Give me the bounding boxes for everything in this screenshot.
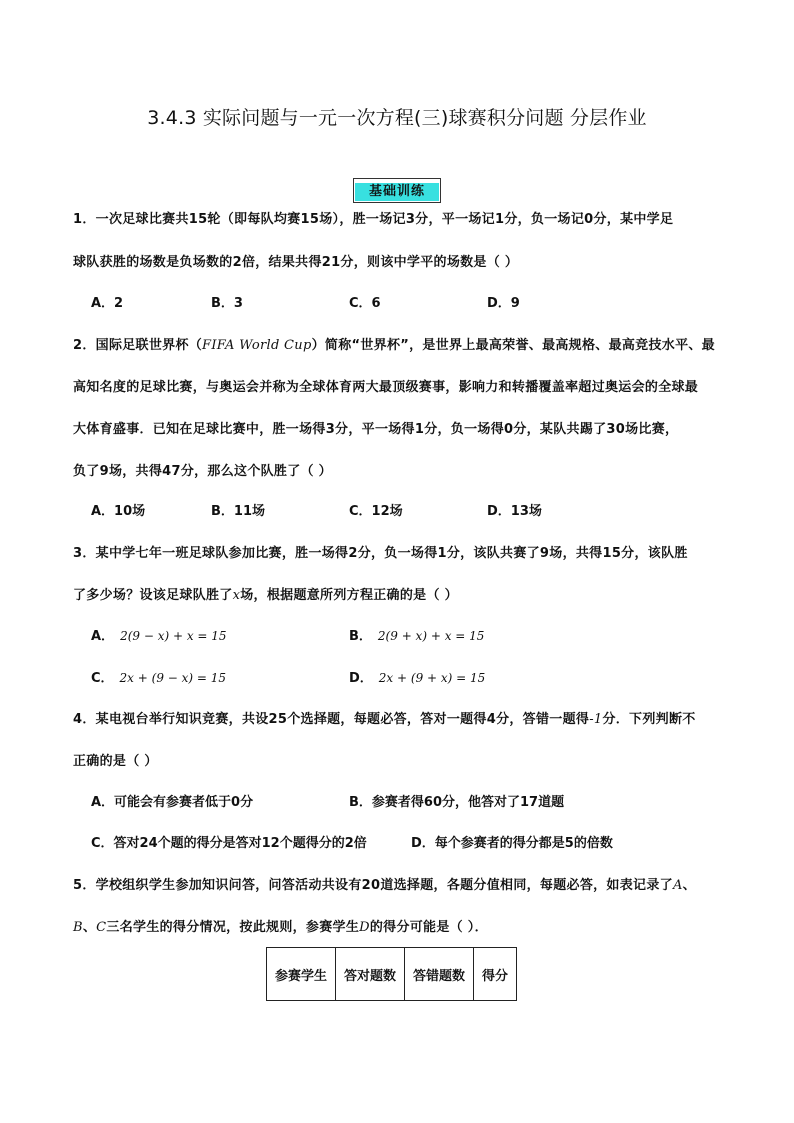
q4-stem-line2: 正确的是（ ） <box>73 754 158 769</box>
q3-variable-x: x <box>232 588 241 603</box>
score-table <box>266 947 517 1001</box>
q4-option-d[interactable]: D．每个参赛者的得分都是5的倍数 <box>411 836 613 851</box>
page-title: 3.4.3 实际问题与一元一次方程(三)球赛积分问题 分层作业 <box>147 107 647 129</box>
table-header-cell: 参赛学生 <box>267 948 336 1001</box>
q2-stem-line4: 负了9场，共得47分，那么这个队胜了（ ） <box>73 464 332 479</box>
q4-option-b[interactable]: B．参赛者得60分，他答对了17道题 <box>349 795 565 810</box>
q4-stem-line1: 4．某电视台举行知识竞赛，共设25个选择题，每题必答，答对一题得4分，答错一题得-1分．下列判断不 <box>73 712 696 727</box>
q5-stem-line2: B、C三名学生的得分情况，按此规则，参赛学生D的得分可能是（ ）． <box>73 920 488 935</box>
q3-option-c-equation: 2x + (9 − x) = 15 <box>119 671 227 685</box>
q2-option-c[interactable]: C．12场 <box>349 504 403 519</box>
q5-student-c: C <box>96 920 107 935</box>
q3-option-a[interactable]: A． 2(9 − x) + x = 15 <box>91 629 227 644</box>
q5-student-b: B <box>73 920 83 935</box>
table-header-row <box>267 948 517 1001</box>
q2-stem-line3: 大体育盛事．已知在足球比赛中，胜一场得3分，平一场得1分，负一场得0分，某队共踢了30场比赛， <box>73 422 679 437</box>
q3-stem-line1: 3．某中学七年一班足球队参加比赛，胜一场得2分，负一场得1分，该队共赛了9场，共得15分，该队胜 <box>73 546 688 561</box>
q3-option-d[interactable]: D． 2x + (9 + x) = 15 <box>349 671 486 686</box>
q4-penalty-value: -1 <box>589 712 603 727</box>
table-header-cell: 答错题数 <box>405 948 474 1001</box>
q4-option-a[interactable]: A．可能会有参赛者低于0分 <box>91 795 254 810</box>
q3-stem-line2: 了多少场？设该足球队胜了x场，根据题意所列方程正确的是（ ） <box>73 588 458 603</box>
section-tag <box>353 178 441 203</box>
table-header-cell: 答对题数 <box>336 948 405 1001</box>
q3-option-c[interactable]: C． 2x + (9 − x) = 15 <box>91 671 227 686</box>
table-header-cell: 得分 <box>474 948 517 1001</box>
section-label: 基础训练 <box>355 183 439 201</box>
q2-option-b[interactable]: B．11场 <box>211 504 265 519</box>
q3-option-b[interactable]: B． 2(9 + x) + x = 15 <box>349 629 485 644</box>
q5-stem-line1: 5．学校组织学生参加知识问答，问答活动共设有20道选择题，各题分值相同，每题必答，如表记录了A、 <box>73 878 696 893</box>
q5-student-d: D <box>359 920 370 935</box>
q1-option-a[interactable]: A．2 <box>91 296 124 311</box>
q1-option-b[interactable]: B．3 <box>211 296 243 311</box>
q2-fifa-term: FIFA World Cup <box>202 338 312 353</box>
q2-option-a[interactable]: A．10场 <box>91 504 146 519</box>
q1-option-c[interactable]: C．6 <box>349 296 381 311</box>
q5-student-a: A <box>672 878 683 893</box>
q2-stem-line1: 2．国际足联世界杯（FIFA World Cup）简称“世界杯”，是世界上最高荣誉、最高规格、最高竞技水平、最 <box>73 338 715 353</box>
q1-option-d[interactable]: D．9 <box>487 296 520 311</box>
q4-option-c[interactable]: C．答对24个题的得分是答对12个题得分的2倍 <box>91 836 367 851</box>
q3-option-a-equation: 2(9 − x) + x = 15 <box>120 629 227 643</box>
q2-stem-line2: 高知名度的足球比赛，与奥运会并称为全球体育两大最顶级赛事，影响力和转播覆盖率超过奥运会的全球最 <box>73 380 699 395</box>
q3-option-d-equation: 2x + (9 + x) = 15 <box>378 671 486 685</box>
q1-stem-line2: 球队获胜的场数是负场数的2倍，结果共得21分，则该中学平的场数是（ ） <box>73 255 519 270</box>
q3-option-b-equation: 2(9 + x) + x = 15 <box>377 629 485 643</box>
q2-option-d[interactable]: D．13场 <box>487 504 542 519</box>
q1-stem-line1: 1．一次足球比赛共15轮（即每队均赛15场），胜一场记3分，平一场记1分，负一场记0分，某中学足 <box>73 212 674 227</box>
